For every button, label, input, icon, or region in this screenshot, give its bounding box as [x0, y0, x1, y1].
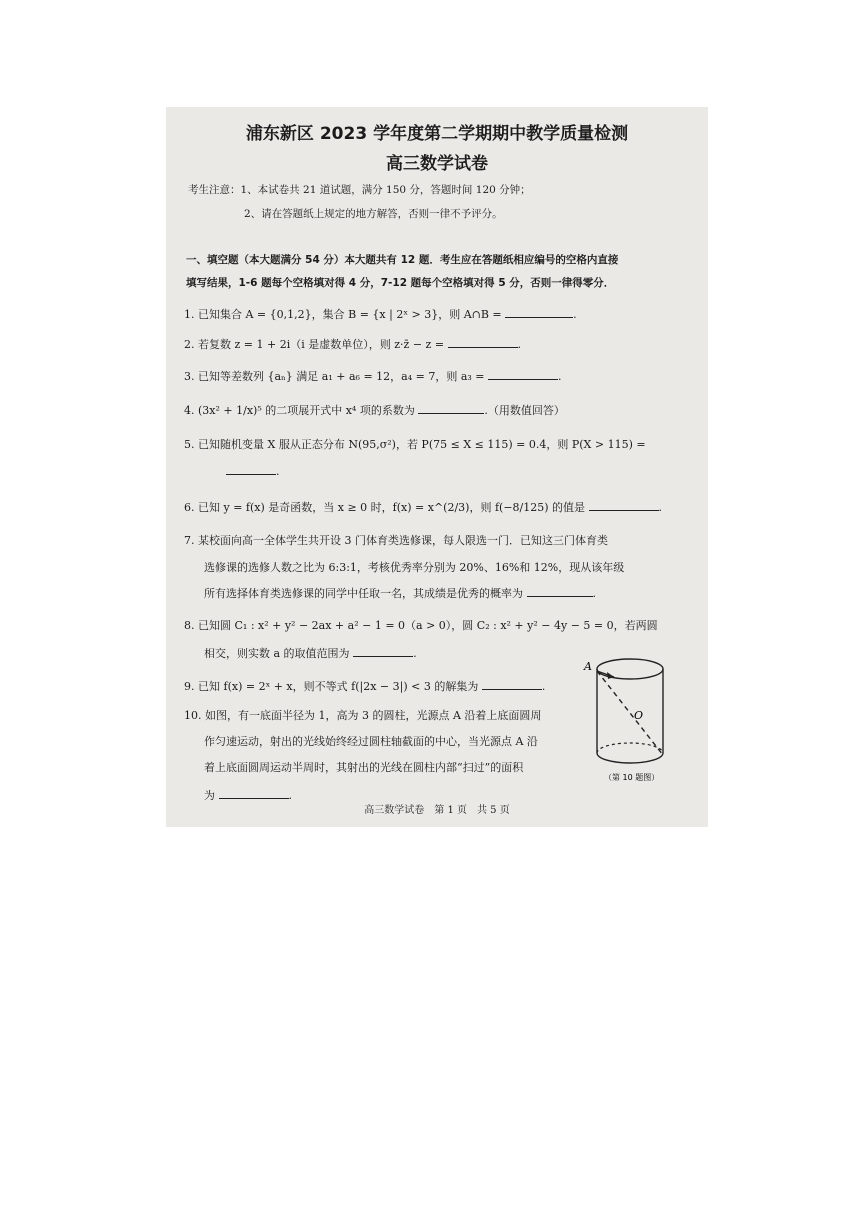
question-number: 1. — [184, 308, 195, 321]
question-10-line-2: 作匀速运动，射出的光线始终经过圆柱轴截面的中心，当光源点 A 沿 — [204, 735, 538, 748]
question-number: 5. — [184, 438, 195, 451]
answer-blank — [219, 788, 289, 799]
answer-blank — [527, 586, 593, 597]
answer-blank — [589, 500, 659, 511]
question-number: 6. — [184, 501, 195, 514]
answer-blank — [418, 403, 484, 414]
question-text: 已知等差数列 {aₙ} 满足 a₁ + a₆ = 12，a₄ = 7，则 a₃ = — [198, 370, 485, 383]
question-3: 3. 已知等差数列 {aₙ} 满足 a₁ + a₆ = 12，a₄ = 7，则 a₃ = . — [184, 370, 562, 383]
bottom-back-arc — [597, 743, 663, 753]
question-9: 9. 已知 f(x) = 2ˣ + x，则不等式 f(|2x − 3|) < 3 的解集为 . — [184, 680, 546, 693]
question-number: 4. — [184, 404, 195, 417]
question-8-line-2: 相交，则实数 a 的取值范围为 . — [204, 647, 417, 660]
exam-subtitle: 高三数学试卷 — [386, 154, 488, 174]
section-heading-line-1: 一、填空题（本大题满分 54 分）本大题共有 12 题．考生应在答题纸相应编号的空格内直接 — [186, 254, 619, 266]
question-7-line-2: 选修课的选修人数之比为 6:3:1，考核优秀率分别为 20%、16%和 12%，现从该年级 — [204, 561, 625, 574]
answer-blank — [226, 464, 276, 475]
cylinder-figure — [578, 655, 688, 785]
answer-blank — [505, 307, 573, 318]
question-number: 9. — [184, 680, 195, 693]
question-number: 10. — [184, 709, 202, 722]
answer-blank — [353, 646, 413, 657]
question-7 — [184, 532, 608, 548]
question-text-line-1: 如图，有一底面半径为 1，高为 3 的圆柱，光源点 A 沿着上底面圆周 — [205, 709, 542, 722]
top-ellipse — [597, 659, 663, 679]
section-heading-line-2: 填写结果，1-6 题每个空格填对得 4 分，7-12 题每个空格填对得 5 分，否则一律得零分． — [186, 277, 615, 289]
answer-blank — [448, 337, 518, 348]
question-number: 3. — [184, 370, 195, 383]
question-8 — [184, 617, 658, 633]
question-text: 已知 y = f(x) 是奇函数，当 x ≥ 0 时，f(x) = x^(2/3)，则 f(−8/125) 的值是 — [198, 501, 586, 514]
figure-caption: （第 10 题图） — [604, 773, 660, 782]
label-a: A — [584, 660, 592, 673]
question-text: 已知 f(x) = 2ˣ + x，则不等式 f(|2x − 3|) < 3 的解集为 — [198, 680, 479, 693]
question-number: 2. — [184, 338, 195, 351]
answer-blank — [488, 369, 558, 380]
question-text-line-1: 已知圆 C₁ : x² + y² − 2ax + a² − 1 = 0（a > 0），圆 C₂ : x² + y² − 4y − 5 = 0，若两圆 — [198, 619, 658, 632]
question-text: 已知随机变量 X 服从正态分布 N(95,σ²)，若 P(75 ≤ X ≤ 115) = 0.4，则 P(X > 115) = — [198, 438, 646, 451]
question-10 — [184, 707, 541, 723]
answer-blank — [482, 679, 542, 690]
notice-line-1: 考生注意：1、本试卷共 21 道试题，满分 150 分，答题时间 120 分钟； — [188, 184, 531, 196]
question-text: 若复数 z = 1 + 2i（i 是虚数单位），则 z·z̄ − z = — [198, 338, 445, 351]
question-text: (3x² + 1/x)⁵ 的二项展开式中 x⁴ 项的系数为 — [198, 404, 415, 417]
exam-page — [166, 107, 708, 827]
question-text-line-1: 某校面向高一全体学生共开设 3 门体育类选修课，每人限选一门．已知这三门体育类 — [198, 534, 608, 547]
question-7-line-3: 所有选择体育类选修课的同学中任取一名，其成绩是优秀的概率为 . — [204, 587, 596, 600]
question-2: 2. 若复数 z = 1 + 2i（i 是虚数单位），则 z·z̄ − z = . — [184, 338, 522, 351]
notice-line-2: 2、请在答题纸上规定的地方解答，否则一律不予评分。 — [244, 208, 503, 220]
label-o: O — [634, 709, 644, 722]
question-number: 7. — [184, 534, 195, 547]
exam-title: 浦东新区 2023 学年度第二学期期中教学质量检测 — [245, 124, 629, 144]
question-5-answer: . — [226, 464, 280, 478]
question-4: 4. (3x² + 1/x)⁵ 的二项展开式中 x⁴ 项的系数为 .（用数值回答） — [184, 404, 565, 417]
question-1: 1. 已知集合 A = {0,1,2}，集合 B = {x | 2ˣ > 3}，则 A∩B = . — [184, 308, 577, 321]
question-6: 6. 已知 y = f(x) 是奇函数，当 x ≥ 0 时，f(x) = x^(2/3)，则 f(−8/125) 的值是 . — [184, 501, 663, 514]
question-number: 8. — [184, 619, 195, 632]
question-10-line-3: 着上底面圆周运动半周时，其射出的光线在圆柱内部“扫过”的面积 — [204, 761, 524, 774]
question-5 — [184, 436, 646, 452]
question-text: 已知集合 A = {0,1,2}，集合 B = {x | 2ˣ > 3}，则 A∩B = — [198, 308, 502, 321]
bottom-front-arc — [597, 753, 663, 763]
question-10-line-4: 为 . — [204, 789, 292, 802]
page-footer: 高三数学试卷 第 1 页 共 5 页 — [364, 805, 510, 816]
